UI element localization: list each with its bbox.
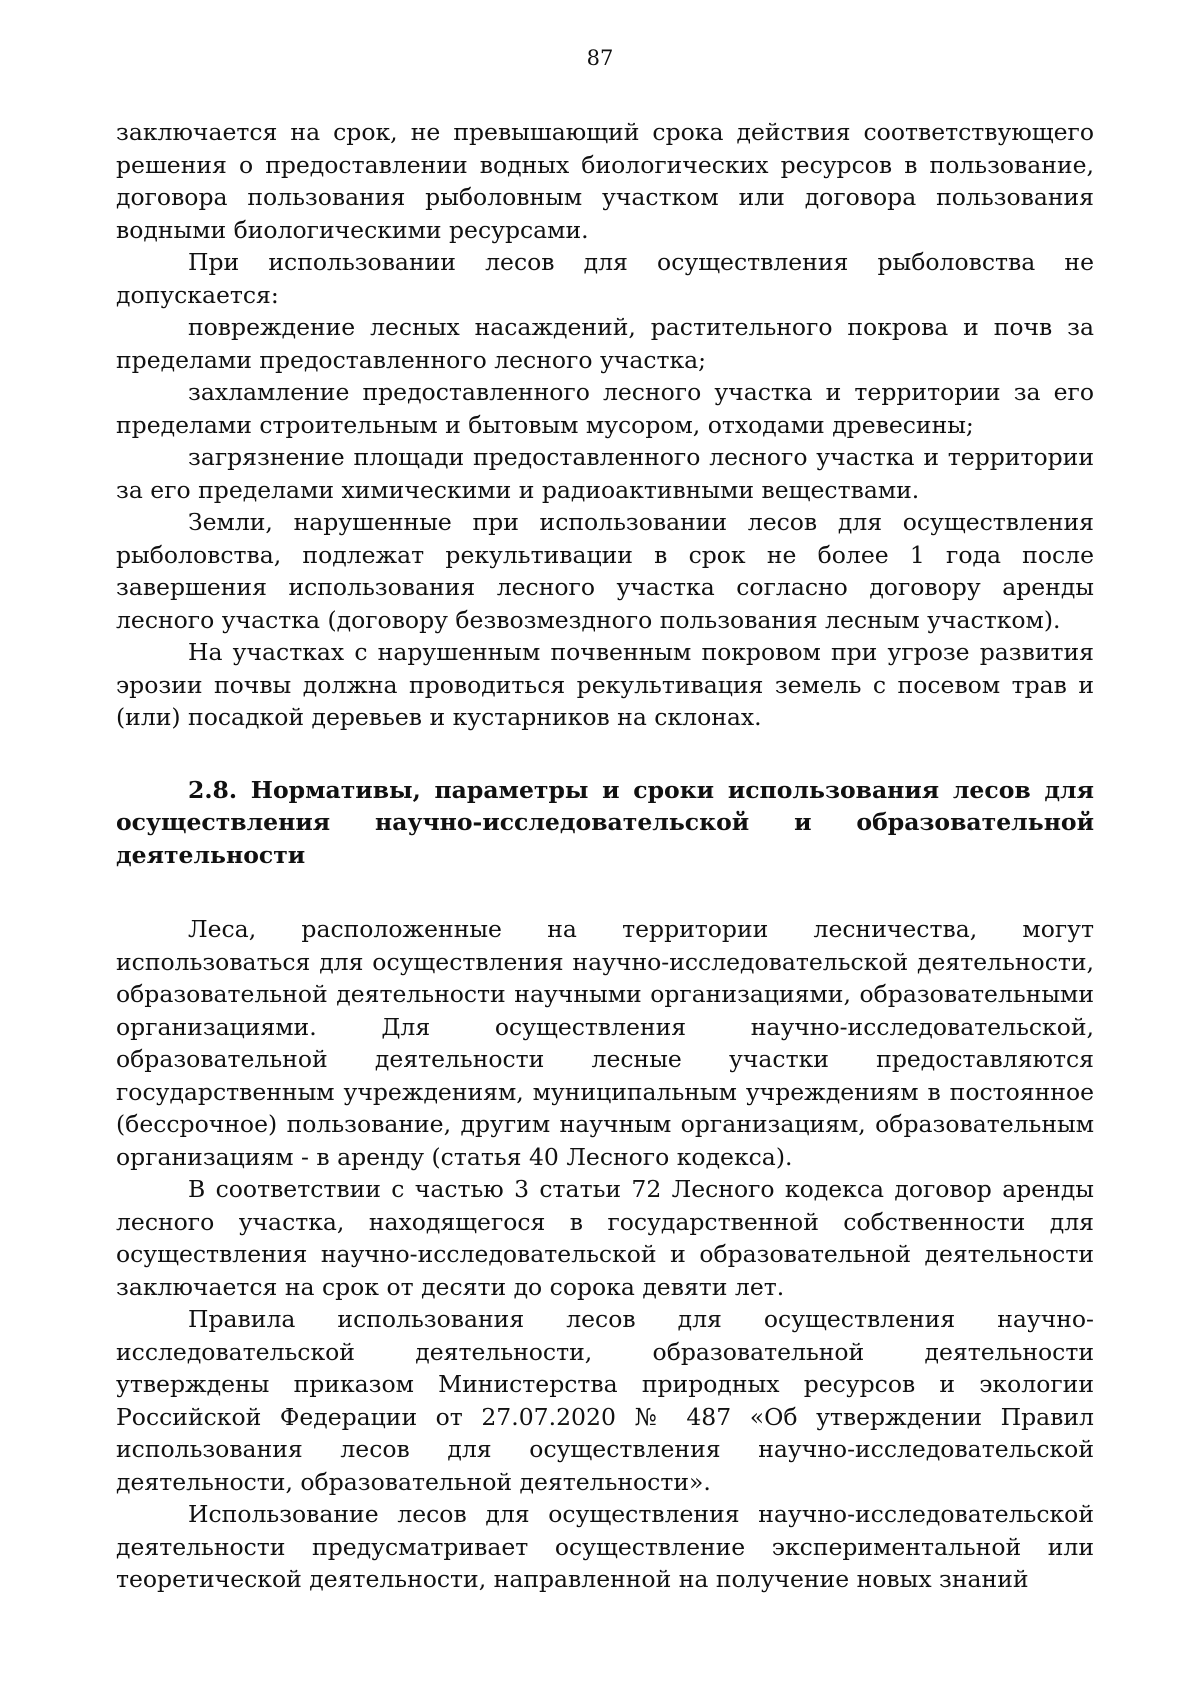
paragraph: Правила использования лесов для осуществления научно-исследовательской деятельности, образовательной деятельности утверждены приказом Министерства природных ресурсов и экологии Российской Федерации от 27.07.2020 № 487 «Об утверждении Правил использования лесов для осуществления научно-исследовательской деятельности, образовательной деятельности». (116, 1305, 1094, 1496)
section-heading: 2.8. Нормативы, параметры и сроки использования лесов для осуществления научно-исследовательской и образовательной деятельности (116, 775, 1094, 869)
paragraph: Леса, расположенные на территории лесничества, могут использоваться для осуществления научно-исследовательской деятельности, образовательной деятельности научными организациями, образовательными организациями. Для осуществления научно-исследовательской, образовательной деятельности лесные участки предоставляются государственным учреждениям, муниципальным учреждениям в постоянное (бессрочное) пользование, другим научным организациям, образовательным организациям - в аренду (статья 40 Лесного кодекса). (116, 915, 1094, 1171)
paragraph: Земли, нарушенные при использовании лесов для осуществления рыболовства, подлежат рекультивации в срок не более 1 года после завершения использования лесного участка согласно договору аренды лесного участка (договору безвозмездного пользования лесным участком). (116, 508, 1094, 634)
paragraph: заключается на срок, не превышающий срока действия соответствующего решения о предоставлении водных биологических ресурсов в пользование, договора пользования рыболовным участком или договора пользования водными биологическими ресурсами. (116, 118, 1094, 244)
page-number: 87 (586, 46, 614, 70)
document-body (116, 116, 1094, 1596)
paragraph: загрязнение площади предоставленного лесного участка и территории за его пределами химическими и радиоактивными веществами. (116, 443, 1094, 504)
paragraph: Использование лесов для осуществления научно-исследовательской деятельности предусматривает осуществление экспериментальной или теоретической деятельности, направленной на получение новых знаний (116, 1500, 1094, 1593)
paragraph: захламление предоставленного лесного участка и территории за его пределами строительным и бытовым мусором, отходами древесины; (116, 378, 1094, 439)
paragraph: При использовании лесов для осуществления рыболовства не допускается: (116, 248, 1094, 309)
paragraph: На участках с нарушенным почвенным покровом при угрозе развития эрозии почвы должна проводиться рекультивация земель с посевом трав и (или) посадкой деревьев и кустарников на склонах. (116, 638, 1094, 731)
paragraph: В соответствии с частью 3 статьи 72 Лесного кодекса договор аренды лесного участка, находящегося в государственной собственности для осуществления научно-исследовательской и образовательной деятельности заключается на срок от десяти до сорока девяти лет. (116, 1175, 1094, 1301)
paragraph: повреждение лесных насаждений, растительного покрова и почв за пределами предоставленного лесного участка; (116, 313, 1094, 374)
